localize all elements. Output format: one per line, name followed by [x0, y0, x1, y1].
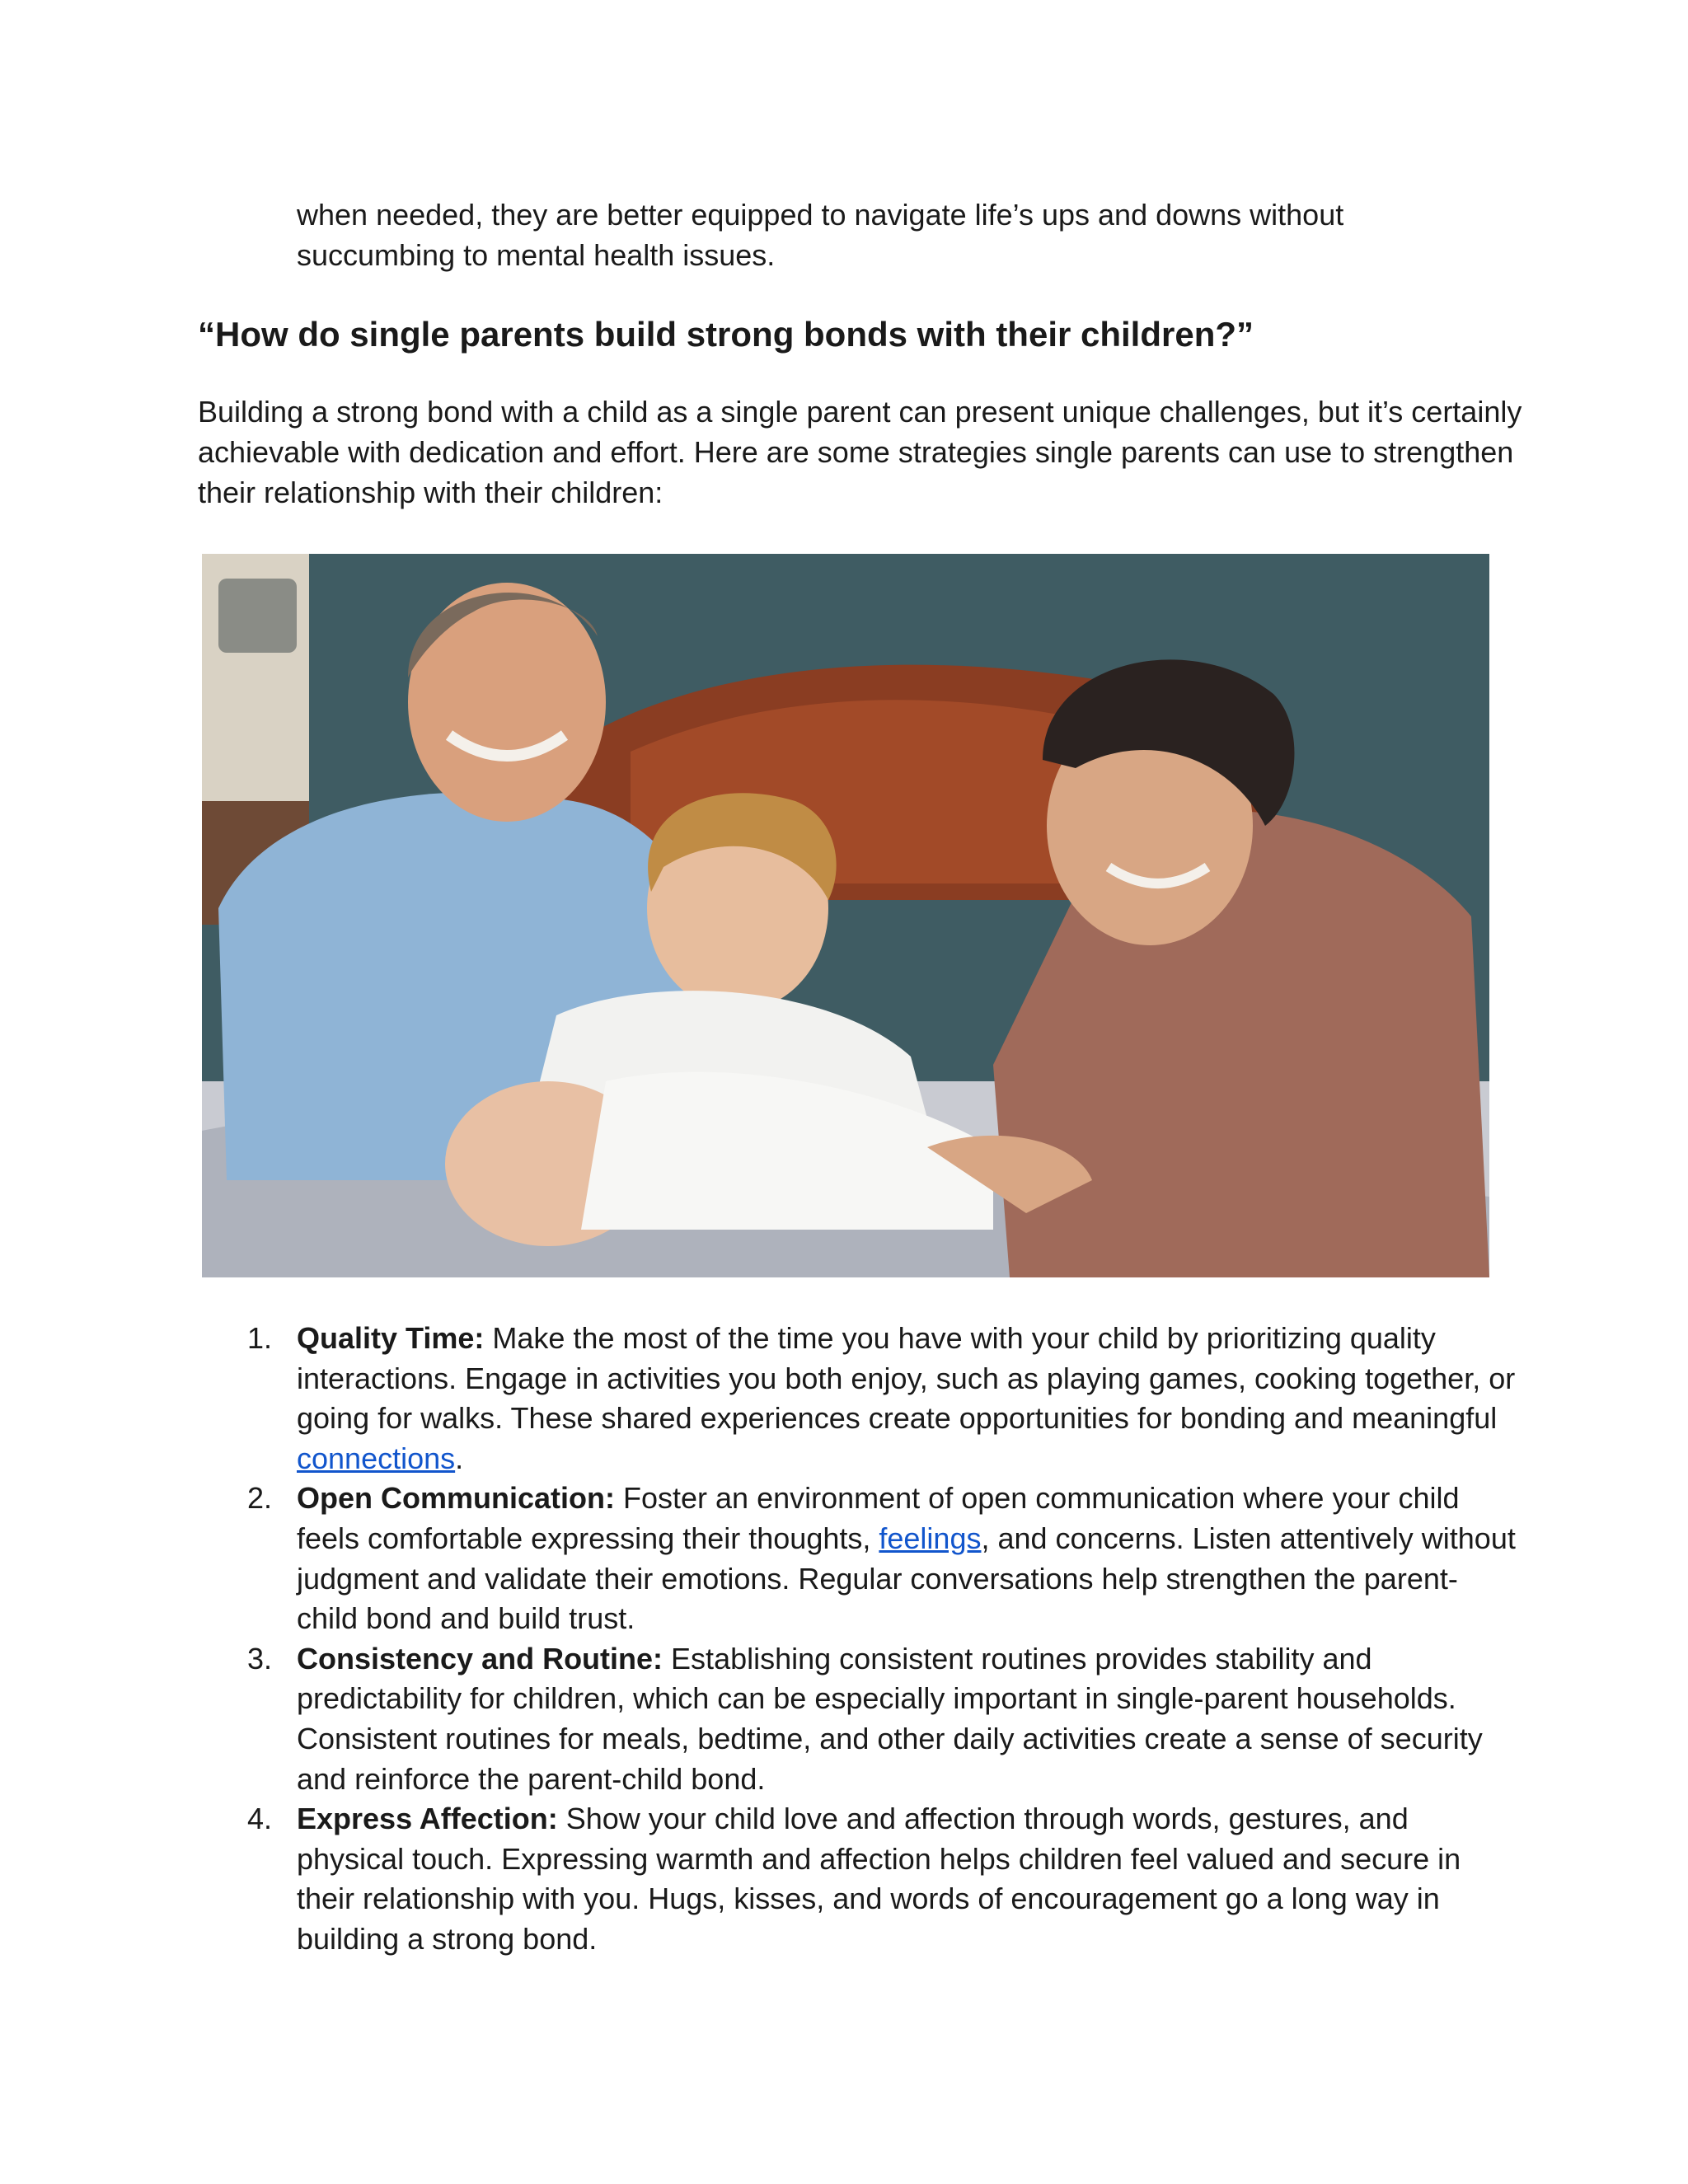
list-item-text: Establishing consistent routines provides stability and predictability for children, which can be especially important in single-parent households. Consistent routines for meals, bedtime, and other daily activities create a sense of security and reinforce the parent-child bond.	[297, 1641, 1483, 1796]
connections-link[interactable]: connections	[297, 1441, 456, 1475]
list-item-title: Open Communication:	[297, 1481, 615, 1516]
list-item-text: Show your child love and affection through words, gestures, and physical touch. Expressing warmth and affection helps children feel valued and secure in their relationship with you. Hugs, kisses, and words of encouragement go a long way in building a strong bond.	[297, 1802, 1461, 1956]
list-item-title: Quality Time:	[297, 1321, 485, 1355]
list-item-number: 1.	[247, 1321, 273, 1355]
list-item-title: Express Affection:	[297, 1802, 558, 1836]
feelings-link[interactable]: feelings	[879, 1521, 982, 1555]
list-item-text: , and concerns. Listen attentively without judgment and validate their emotions. Regular conversations help strengthen the parent-child bond and build trust.	[297, 1521, 1516, 1636]
list-item-text: .	[455, 1441, 464, 1475]
list-item-title: Consistency and Routine:	[297, 1641, 663, 1675]
section-intro-paragraph: Building a strong bond with a child as a single parent can present unique challenges, but it’s certainly achievable with dedication and effort. Here are some strategies single parents can use to strengthen their relationship with their children:	[198, 395, 1522, 509]
list-item-number: 4.	[247, 1802, 273, 1836]
list-item	[247, 1799, 1517, 1959]
list-item-text: Foster an environment of open communication where your child feels comfortable expressing their thoughts,	[297, 1481, 1460, 1555]
family-photo	[202, 554, 1489, 1277]
section-heading: “How do single parents build strong bonds with their children?”	[198, 315, 1254, 354]
list-item	[247, 1639, 1517, 1799]
list-item	[247, 1479, 1517, 1638]
family-photo-icon	[202, 554, 1489, 1277]
intro-paragraph-tail: when needed, they are better equipped to navigate life’s ups and downs without succumbing to mental health issues.	[297, 198, 1344, 272]
list-item-number: 3.	[247, 1641, 273, 1675]
strategy-list	[247, 1319, 1517, 1960]
list-item-number: 2.	[247, 1481, 273, 1516]
list-item	[247, 1319, 1517, 1479]
list-item-text: Make the most of the time you have with your child by prioritizing quality interactions. Engage in activities you both enjoy, such as playing games, cooking together, or going for walks. These shared experiences create opportunities for bonding and meaningful	[297, 1321, 1516, 1436]
